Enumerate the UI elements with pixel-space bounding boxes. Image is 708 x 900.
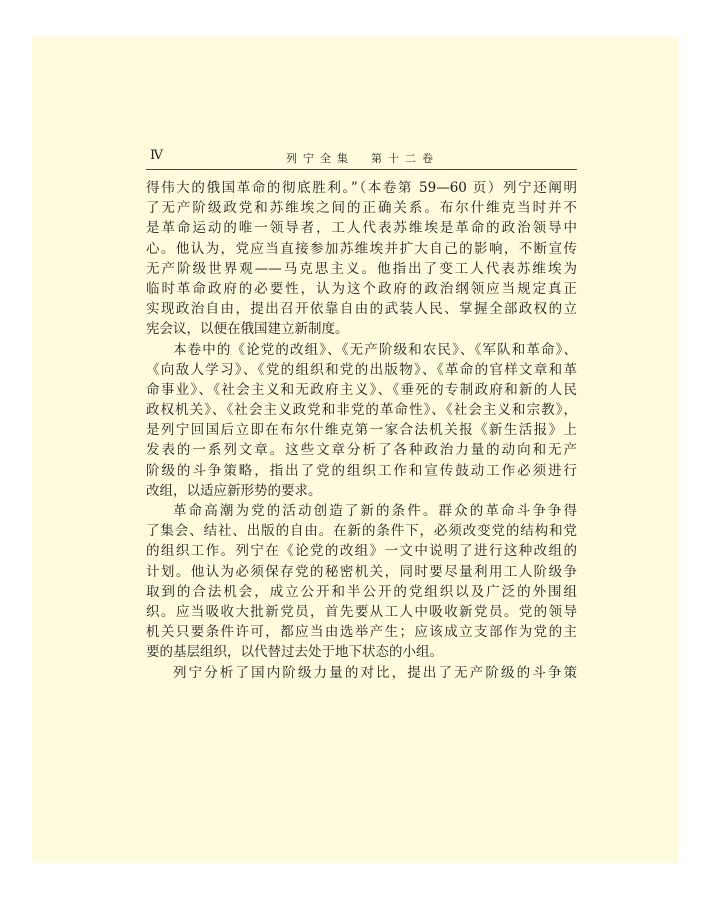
text-line: 是革命运动的唯一领导者，工人代表苏维埃是革命的政治领导中 [146,220,577,237]
text-line: 无产阶级世界观——马克思主义。他指出了变工人代表苏维埃为 [146,260,577,277]
header-rule [146,169,577,170]
text-line: 实现政治自由，提出召开依靠自由的武装人民、掌握全部政权的立 [146,301,577,318]
text-line: 了集会、结社、出版的自由。在新的条件下，必须改变党的结构和党 [146,523,577,540]
text-line: 计划。他认为必须保存党的秘密机关，同时要尽量利用工人阶级争 [146,563,577,580]
page-header [146,148,576,170]
text-line: 改组，以适应新形势的要求。 [146,482,322,499]
page-number: Ⅳ [150,148,163,163]
text-line: 得伟大的俄国革命的彻底胜利。”（本卷第 59—60 页）列宁还阐明 [146,180,577,196]
text-line: 《向敌人学习》、《党的组织和党的出版物》、《革命的官样文章和革 [146,361,577,378]
running-title: 列宁全集 第十二卷 [286,152,439,165]
text-line: 取到的合法机会，成立公开和半公开的党组织以及广泛的外围组 [146,583,577,600]
text-line: 的组织工作。列宁在《论党的改组》一文中说明了进行这种改组的 [146,543,577,560]
text-line: 要的基层组织，以代替过去处于地下状态的小组。 [146,644,443,661]
text-line: 临时革命政府的必要性，认为这个政府的政治纲领应当规定真正 [146,280,577,297]
text-line: 宪会议，以便在俄国建立新制度。 [146,321,349,338]
text-line: 列宁分析了国内阶级力量的对比，提出了无产阶级的斗争策 [173,664,577,681]
text-line: 了无产阶级政党和苏维埃之间的正确关系。布尔什维克当时并不 [146,200,577,217]
text-line: 命事业》、《社会主义和无政府主义》、《垂死的专制政府和新的人民 [146,381,577,398]
text-line: 是列宁回国后立即在布尔什维克第一家合法机关报《新生活报》上 [146,422,577,439]
text-line: 机关只要条件许可，都应当由选举产生；应该成立支部作为党的主 [146,624,577,641]
text-line: 政权机关》、《社会主义政党和非党的革命性》、《社会主义和宗教》， [146,402,577,419]
text-line: 心。他认为，党应当直接参加苏维埃并扩大自己的影响，不断宣传 [146,240,577,257]
text-line: 革命高潮为党的活动创造了新的条件。群众的革命斗争争得 [173,503,577,519]
text-line: 本卷中的《论党的改组》、《无产阶级和农民》、《军队和革命》、 [173,341,577,358]
body-text [146,178,577,683]
text-line: 织。应当吸收大批新党员，首先要从工人中吸收新党员。党的领导 [146,603,577,620]
text-line: 阶级的斗争策略，指出了党的组织工作和宣传鼓动工作必须进行 [146,462,577,479]
text-line: 发表的一系列文章。这些文章分析了各种政治力量的动向和无产 [146,442,577,459]
